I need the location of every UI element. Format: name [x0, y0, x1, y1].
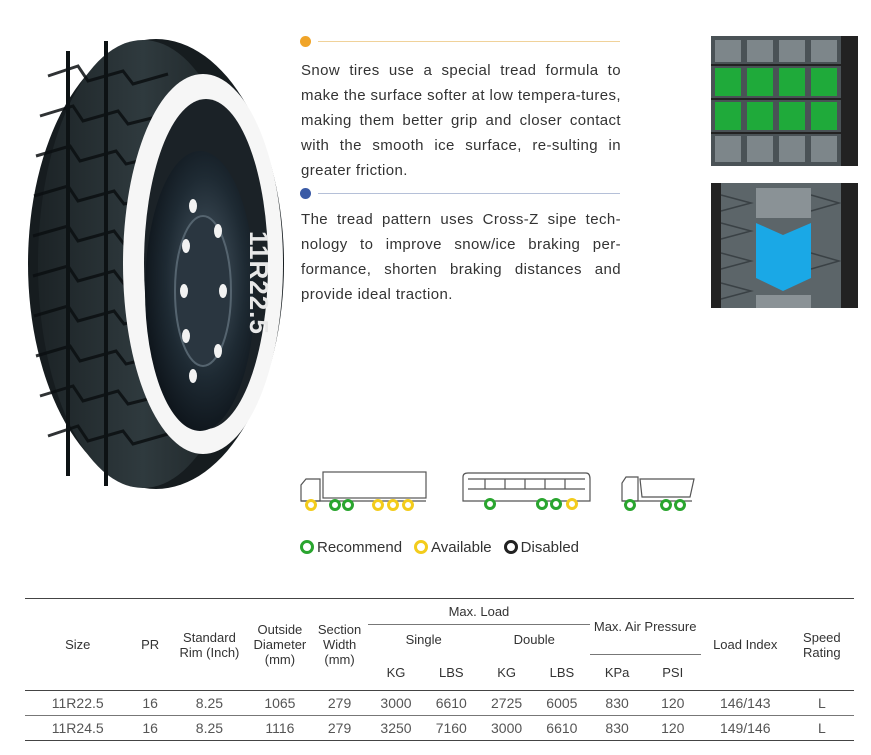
legend-recommend: Recommend — [300, 539, 402, 556]
feature-1-divider — [300, 36, 620, 48]
header-speed-rating: Speed Rating — [803, 629, 841, 660]
cell: 16 — [142, 695, 158, 711]
header-double-kg: KG — [497, 664, 516, 680]
cell: 8.25 — [195, 720, 224, 736]
cell: 3000 — [380, 695, 412, 711]
cell: 120 — [661, 720, 685, 736]
cell: 6005 — [546, 695, 578, 711]
header-kpa: KPa — [604, 665, 630, 680]
feature-2-text: The tread pattern uses Cross-Z sipe tech-nology to improve snow/ice braking per-formance, shorten braking distances and provide ideal traction. — [301, 211, 621, 303]
specification-table — [25, 598, 854, 741]
cell: 6610 — [435, 695, 467, 711]
header-width: Section Width (mm) — [317, 622, 362, 667]
cell: 1116 — [265, 720, 295, 736]
header-double-lbs: LBS — [549, 664, 575, 680]
cell: 146/143 — [719, 695, 771, 711]
cell: 279 — [327, 720, 352, 736]
available-ring-icon — [414, 540, 428, 554]
cell: 830 — [605, 720, 629, 736]
cell: 3250 — [380, 720, 412, 736]
header-size: Size — [65, 637, 91, 652]
header-double: Double — [513, 632, 555, 648]
cell: 149/146 — [719, 720, 771, 736]
cell: L — [817, 695, 826, 711]
header-pr: PR — [141, 637, 160, 652]
recommend-ring-icon — [300, 540, 314, 554]
cell: 11R24.5 — [51, 720, 104, 736]
header-diameter: Outside Diameter (mm) — [253, 622, 307, 667]
wheel-legend — [300, 537, 591, 557]
bullet-dot-blue — [300, 188, 311, 199]
cell: 16 — [142, 720, 158, 736]
header-single: Single — [405, 632, 442, 648]
cell: 11R22.5 — [51, 695, 104, 711]
cell: 8.25 — [195, 695, 224, 711]
cell: 279 — [327, 695, 352, 711]
bus-icon — [460, 469, 592, 513]
bullet-dot-orange — [300, 36, 311, 47]
tire-sidewall-label: 11R22.5 — [244, 231, 274, 335]
cell: 7160 — [435, 720, 467, 736]
cell: 830 — [605, 695, 629, 711]
legend-disabled: Disabled — [504, 539, 579, 556]
disabled-ring-icon — [504, 540, 518, 554]
table-row — [25, 716, 854, 741]
cell: 3000 — [491, 720, 523, 736]
semi-trailer-truck-icon — [298, 469, 428, 513]
truck-tire-image — [28, 36, 290, 491]
header-single-kg: KG — [386, 664, 406, 680]
cell: 2725 — [491, 695, 523, 711]
tread-green-blocks-image — [711, 36, 858, 166]
tread-blue-zigzag-image — [711, 183, 858, 308]
feature-1-text: Snow tires use a special tread formula to make the surface softer at low tempera-tures, making them better grip and closer contact with the smooth ice surface, re-sulting in greater friction. — [301, 62, 621, 179]
legend-available: Available — [414, 539, 492, 556]
header-max-pressure: Max. Air Pressure — [590, 599, 701, 655]
cell: 120 — [661, 695, 685, 711]
feature-2-divider — [300, 188, 620, 200]
header-rim: Standard Rim (Inch) — [179, 629, 240, 660]
header-single-lbs: LBS — [439, 664, 464, 680]
dump-truck-icon — [620, 469, 696, 513]
cell: 1065 — [264, 695, 296, 711]
header-max-load: Max. Load — [368, 599, 589, 625]
table-row — [25, 691, 854, 716]
cell: 6610 — [546, 720, 578, 736]
header-psi: PSI — [662, 665, 684, 680]
header-load-index: Load Index — [713, 637, 778, 652]
cell: L — [817, 720, 826, 736]
